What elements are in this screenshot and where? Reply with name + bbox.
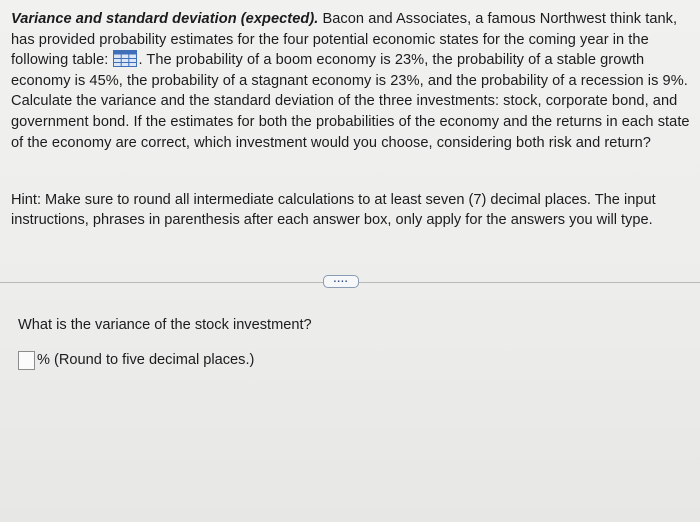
problem-text-body: . The probability of a boom economy is 23%, the probability of a stable growth economy is 45%, the probability of a stagnant economy is 23%, and the probability of a recession is 9%. Calculate the variance and the standard deviation of the three investments: stock, corporate bond, and government bond. If the estimates for both the probabilities of the economy and the returns in each state of the economy are correct, which investment would you choose, considering both risk and return?	[11, 52, 690, 151]
answer-instructions: % (Round to five decimal places.)	[37, 352, 255, 368]
problem-title: Variance and standard deviation (expected).	[11, 11, 319, 27]
answer-row	[18, 349, 254, 371]
expand-more-button[interactable]: ....	[323, 275, 359, 288]
problem-text-intro: Bacon and Associates, a famous Northwest think tank, has provided probability estimates for the four potential economic states for the coming year in the following table:	[11, 11, 678, 69]
question-text: What is the variance of the stock investment?	[18, 317, 312, 333]
table-grid-icon[interactable]	[113, 50, 137, 67]
hint-text: Hint: Make sure to round all intermediate calculations to at least seven (7) decimal places. The input instructions, phrases in parenthesis after each answer box, only apply for the answers you will type.	[11, 192, 656, 228]
variance-answer-input[interactable]	[18, 351, 35, 370]
problem-statement	[11, 9, 695, 153]
